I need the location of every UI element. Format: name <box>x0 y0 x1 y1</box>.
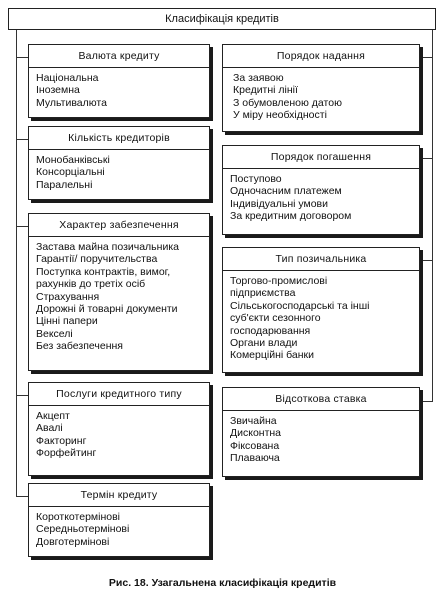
list-item: Векселі <box>36 327 73 340</box>
list-item: Консорціальні <box>36 166 105 179</box>
connector-r3 <box>420 260 432 261</box>
list-item: Довготермінові <box>36 535 110 548</box>
list-item: Фіксована <box>230 439 280 452</box>
list-item: Національна <box>36 72 99 84</box>
list-item: Торгово-промислові <box>230 275 328 287</box>
list-item: Плаваюча <box>230 452 280 465</box>
connector-l3 <box>16 226 28 227</box>
box-heading: Послуги кредитного типу <box>29 383 209 406</box>
connector-l1 <box>16 57 28 58</box>
right-trunk <box>432 30 433 402</box>
connector-r2 <box>420 158 432 159</box>
box-collateral-type <box>28 213 210 371</box>
list-item: З обумовленою датою <box>233 96 342 109</box>
box-credit-services <box>28 382 210 476</box>
list-item: Мультивалюта <box>36 96 107 109</box>
list-item: Поступово <box>230 173 282 185</box>
list-item: Звичайна <box>230 415 277 427</box>
list-item: суб'єкти сезонного <box>230 312 321 325</box>
list-item: Форфейтинг <box>36 447 97 460</box>
list-item: За кредитним договором <box>230 210 352 223</box>
list-item: Страхування <box>36 290 100 303</box>
list-item: Сільськогосподарські та інші <box>230 299 370 312</box>
list-item: Монобанківські <box>36 154 110 166</box>
list-item: У міру необхідності <box>233 109 327 122</box>
list-item: Комерційні банки <box>230 349 314 362</box>
box-heading: Порядок погашення <box>223 146 419 169</box>
list-item: Одночасним платежем <box>230 185 342 198</box>
list-item: Середньотермінові <box>36 523 130 536</box>
box-granting-procedure <box>222 44 420 132</box>
connector-l2 <box>16 139 28 140</box>
list-item: Авалі <box>36 422 63 435</box>
list-item: рахунків до третіх осіб <box>36 278 146 291</box>
list-item: Органи влади <box>230 337 298 350</box>
list-item: Індивідуальні умови <box>230 197 328 210</box>
box-heading: Тип позичальника <box>223 248 419 271</box>
box-heading: Валюта кредиту <box>29 45 209 68</box>
list-item: Кредитні лінії <box>233 84 298 97</box>
box-creditor-count <box>28 126 210 200</box>
list-item: Цінні папери <box>36 315 98 328</box>
box-heading: Характер забезпечення <box>29 214 209 237</box>
list-item: Іноземна <box>36 84 80 97</box>
connector-l4 <box>16 395 28 396</box>
list-item: Поступка контрактів, вимог, <box>36 265 171 278</box>
connector-r4 <box>420 401 432 402</box>
connector-l5 <box>16 496 28 497</box>
box-interest-rate <box>222 387 420 477</box>
box-heading: Відсоткова ставка <box>223 388 419 411</box>
connector-r1 <box>420 57 432 58</box>
left-trunk <box>16 30 17 496</box>
figure-caption: Рис. 18. Узагальнена класифікація кредитів <box>108 577 337 589</box>
list-item: Гарантії/ поручительства <box>36 253 158 266</box>
list-item: Застава майна позичальника <box>36 241 179 253</box>
list-item: господарювання <box>230 324 311 337</box>
list-item: Дорожні й товарні документи <box>36 303 178 316</box>
list-item: Дисконтна <box>230 427 282 440</box>
box-borrower-type <box>222 247 420 373</box>
box-repayment-procedure <box>222 145 420 235</box>
list-item: Без забезпечення <box>36 340 123 353</box>
list-item: Факторинг <box>36 434 87 447</box>
box-heading: Кількість кредиторів <box>29 127 209 150</box>
diagram-title: Класифікація кредитів <box>8 8 436 30</box>
box-heading: Термін кредиту <box>29 484 209 507</box>
list-item: За заявою <box>233 72 284 84</box>
list-item: Паралельні <box>36 178 93 191</box>
list-item: підприємства <box>230 287 296 300</box>
box-loan-currency <box>28 44 210 118</box>
list-item: Акцепт <box>36 410 70 422</box>
box-loan-term <box>28 483 210 557</box>
list-item: Короткотермінові <box>36 511 121 523</box>
box-heading: Порядок надання <box>223 45 419 68</box>
